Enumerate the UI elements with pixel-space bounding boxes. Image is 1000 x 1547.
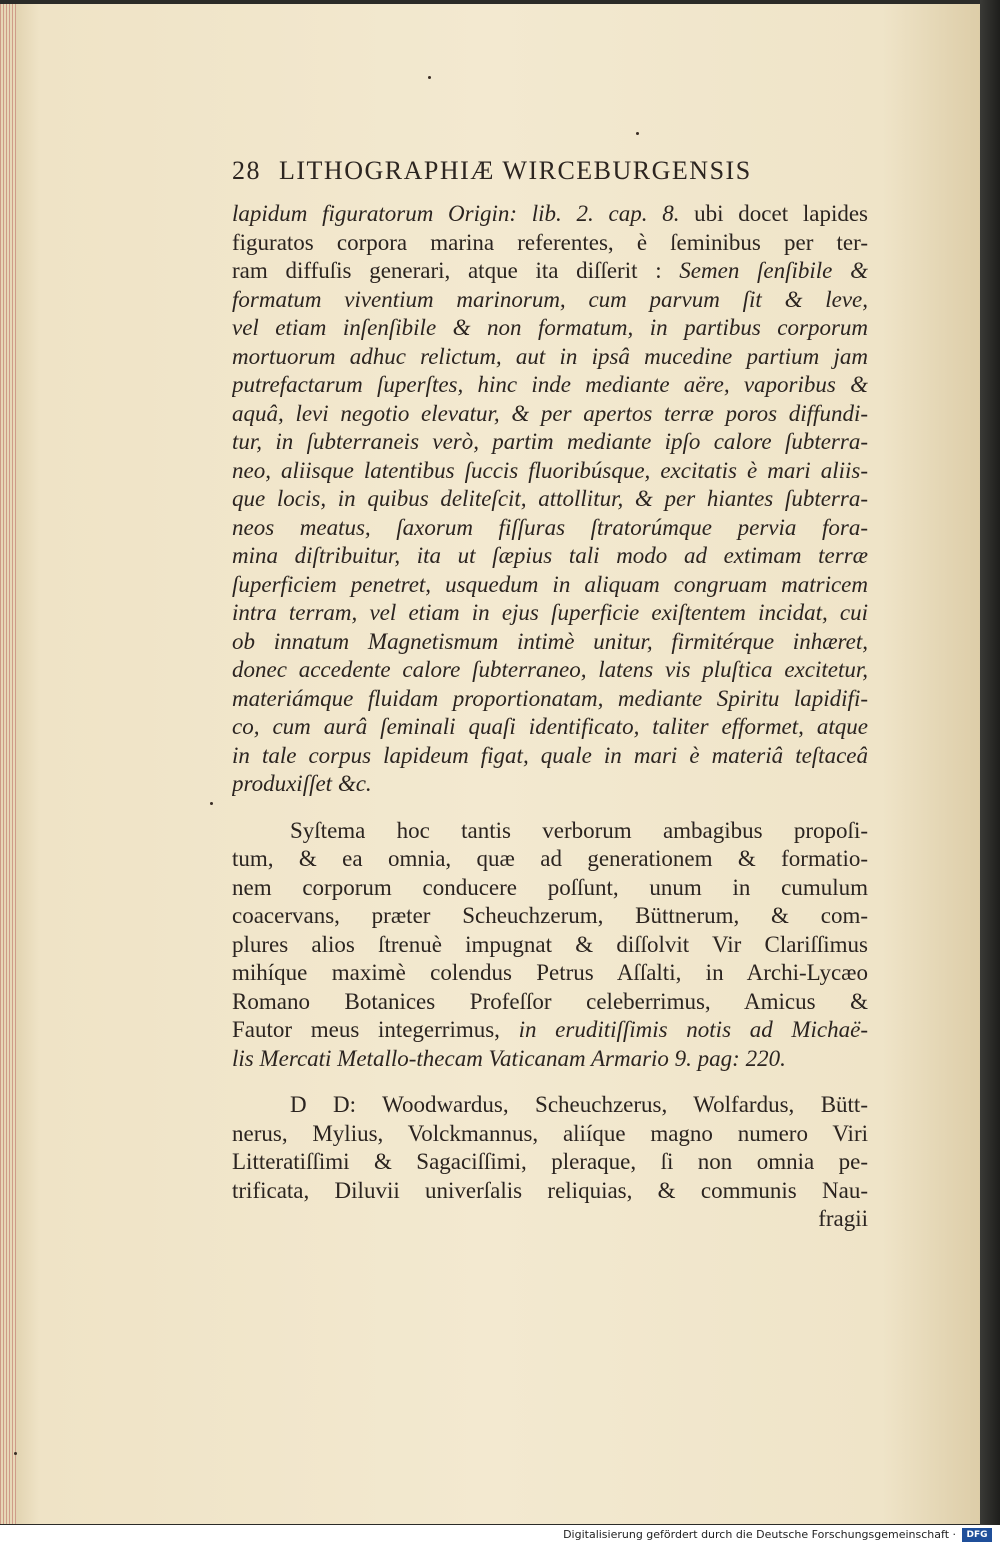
- italic-text-span: lis Mercati Metallo-thecam Vaticanam Armario 9. pag: 220.: [232, 1045, 786, 1071]
- text-span: figuratos corpora marina referentes, è ſeminibus per ter-: [232, 229, 868, 255]
- running-title: LITHOGRAPHIÆ WIRCEBURGENSIS: [279, 156, 752, 185]
- text-line: [232, 542, 868, 571]
- italic-text-span: in tale corpus lapideum figat, quale in mari è materiâ teſtaceâ: [232, 742, 868, 768]
- text-line: [232, 1205, 868, 1234]
- text-span: coacervans, præter Scheuchzerum, Büttnerum, & com-: [232, 903, 868, 928]
- body-text: [232, 200, 868, 1234]
- text-span: tum, & ea omnia, quæ ad generationem & formatio-: [232, 846, 868, 871]
- text-span: trificata, Diluvii univerſalis reliquias, & communis Nau-: [232, 1177, 868, 1203]
- text-line: [232, 1120, 868, 1149]
- text-line: [232, 371, 868, 400]
- italic-text-span: tur, in ſubterraneis verò, partim mediante ipſo calore ſubterra-: [232, 429, 868, 454]
- italic-text-span: co, cum aurâ ſeminali quaſi identificato, taliter efformet, atque: [232, 714, 868, 739]
- text-span: nerus, Mylius, Volckmannus, aliíque magno numero Viri: [232, 1120, 868, 1146]
- text-line: [232, 902, 868, 931]
- text-line: [232, 874, 868, 903]
- italic-text-span: putrefactarum ſuperſtes, hinc inde mediante aëre, vaporibus &: [232, 372, 868, 397]
- text-line: [232, 457, 868, 486]
- text-span: nem corporum conducere poſſunt, unum in cumulum: [232, 874, 868, 900]
- text-line: [232, 229, 868, 258]
- italic-text-span: mina diſtribuitur, ita ut ſæpius tali modo ad extimam terræ: [232, 543, 868, 568]
- italic-text-span: Semen ſenſibile &: [679, 258, 868, 283]
- text-line: [232, 1177, 868, 1206]
- text-line: [232, 400, 868, 429]
- text-line: [232, 257, 868, 286]
- ink-speck: [428, 76, 431, 79]
- italic-text-span: neo, aliisque latentibus ſuccis fluoribúsque, excitatis è mari aliis-: [232, 457, 868, 483]
- text-line: [232, 485, 868, 514]
- scan-background: [980, 0, 1000, 1525]
- text-span: fragii: [818, 1206, 868, 1231]
- italic-text-span: intra terram, vel etiam in ejus ſuperficie exiſtentem incidat, cui: [232, 600, 868, 625]
- footer-bar: [0, 1525, 1000, 1547]
- text-line: [232, 742, 868, 771]
- paragraph-gap: [232, 799, 868, 817]
- italic-text-span: in eruditiſſimis notis ad Michaë-: [518, 1017, 868, 1042]
- italic-text-span: ſuperficiem penetret, usquedum in aliquam congruam matricem: [232, 571, 868, 597]
- italic-text-span: lapidum figuratorum Origin: lib. 2. cap. 8.: [232, 201, 680, 226]
- italic-text-span: materiámque fluidam proportionatam, mediante Spiritu lapidifi-: [232, 685, 868, 711]
- text-span: Litteratiſſimi & Sagaciſſimi, pleraque, ſi non omnia pe-: [232, 1149, 868, 1174]
- paragraph-gap: [232, 1073, 868, 1091]
- text-span: ram diffuſis generari, atque ita diſſerit :: [232, 258, 680, 283]
- text-span: plures alios ſtrenuè impugnat & diſſolvit Vir Clariſſimus: [232, 931, 868, 957]
- text-line: [232, 685, 868, 714]
- italic-text-span: donec accedente calore ſubterraneo, latens vis pluſtica excitetur,: [232, 657, 868, 682]
- text-span: ubi docet lapides: [679, 201, 868, 226]
- text-line: [232, 1045, 868, 1074]
- text-span: Fautor meus integerrimus,: [232, 1017, 519, 1042]
- text-line: [232, 988, 868, 1017]
- text-line: [232, 286, 868, 315]
- text-line: [232, 599, 868, 628]
- running-header: [232, 156, 872, 192]
- text-line: [232, 200, 868, 229]
- italic-text-span: vel etiam inſenſibile & non formatum, in partibus corporum: [232, 315, 868, 340]
- italic-text-span: aquâ, levi negotio elevatur, & per apertos terræ poros diffundi-: [232, 400, 868, 426]
- book-page: [0, 4, 980, 1524]
- text-line: [232, 845, 868, 874]
- text-line: [232, 713, 868, 742]
- text-line: [232, 628, 868, 657]
- page-fore-edge: [0, 4, 16, 1524]
- text-line: [232, 314, 868, 343]
- text-line: [232, 514, 868, 543]
- text-span: Syſtema hoc tantis verborum ambagibus propoſi-: [290, 817, 868, 843]
- italic-text-span: mortuorum adhuc relictum, aut in ipsâ mucedine partium jam: [232, 343, 868, 369]
- page-number: 28: [232, 156, 261, 185]
- italic-text-span: neos meatus, ſaxorum fiſſuras ſtratorúmque pervia fora-: [232, 514, 868, 540]
- text-line: [232, 428, 868, 457]
- ink-speck: [14, 1452, 17, 1455]
- text-span: D D: Woodwardus, Scheuchzerus, Wolfardus, Bütt-: [290, 1092, 868, 1117]
- text-line: [232, 1091, 868, 1120]
- text-line: [232, 1148, 868, 1177]
- ink-speck: [636, 132, 639, 135]
- text-line: [232, 1016, 868, 1045]
- italic-text-span: produxiſſet &c.: [232, 771, 372, 796]
- italic-text-span: formatum viventium marinorum, cum parvum ſit & leve,: [232, 286, 868, 312]
- italic-text-span: ob innatum Magnetismum intimè unitur, firmitérque inhæret,: [232, 628, 868, 654]
- text-span: Romano Botanices Profeſſor celeberrimus, Amicus &: [232, 988, 868, 1014]
- text-span: mihíque maximè colendus Petrus Aſſalti, in Archi-Lycæo: [232, 960, 868, 985]
- ink-speck: [210, 802, 213, 805]
- text-line: [232, 959, 868, 988]
- footer-credit: Digitalisierung gefördert durch die Deutsche Forschungsgemeinschaft ·: [563, 1528, 956, 1541]
- text-line: [232, 571, 868, 600]
- text-line: [232, 770, 868, 799]
- text-line: [232, 931, 868, 960]
- dfg-logo-icon[interactable]: DFG: [962, 1528, 992, 1542]
- text-line: [232, 343, 868, 372]
- text-line: [232, 656, 868, 685]
- italic-text-span: que locis, in quibus deliteſcit, attollitur, & per hiantes ſubterra-: [232, 486, 868, 511]
- text-line: [232, 817, 868, 846]
